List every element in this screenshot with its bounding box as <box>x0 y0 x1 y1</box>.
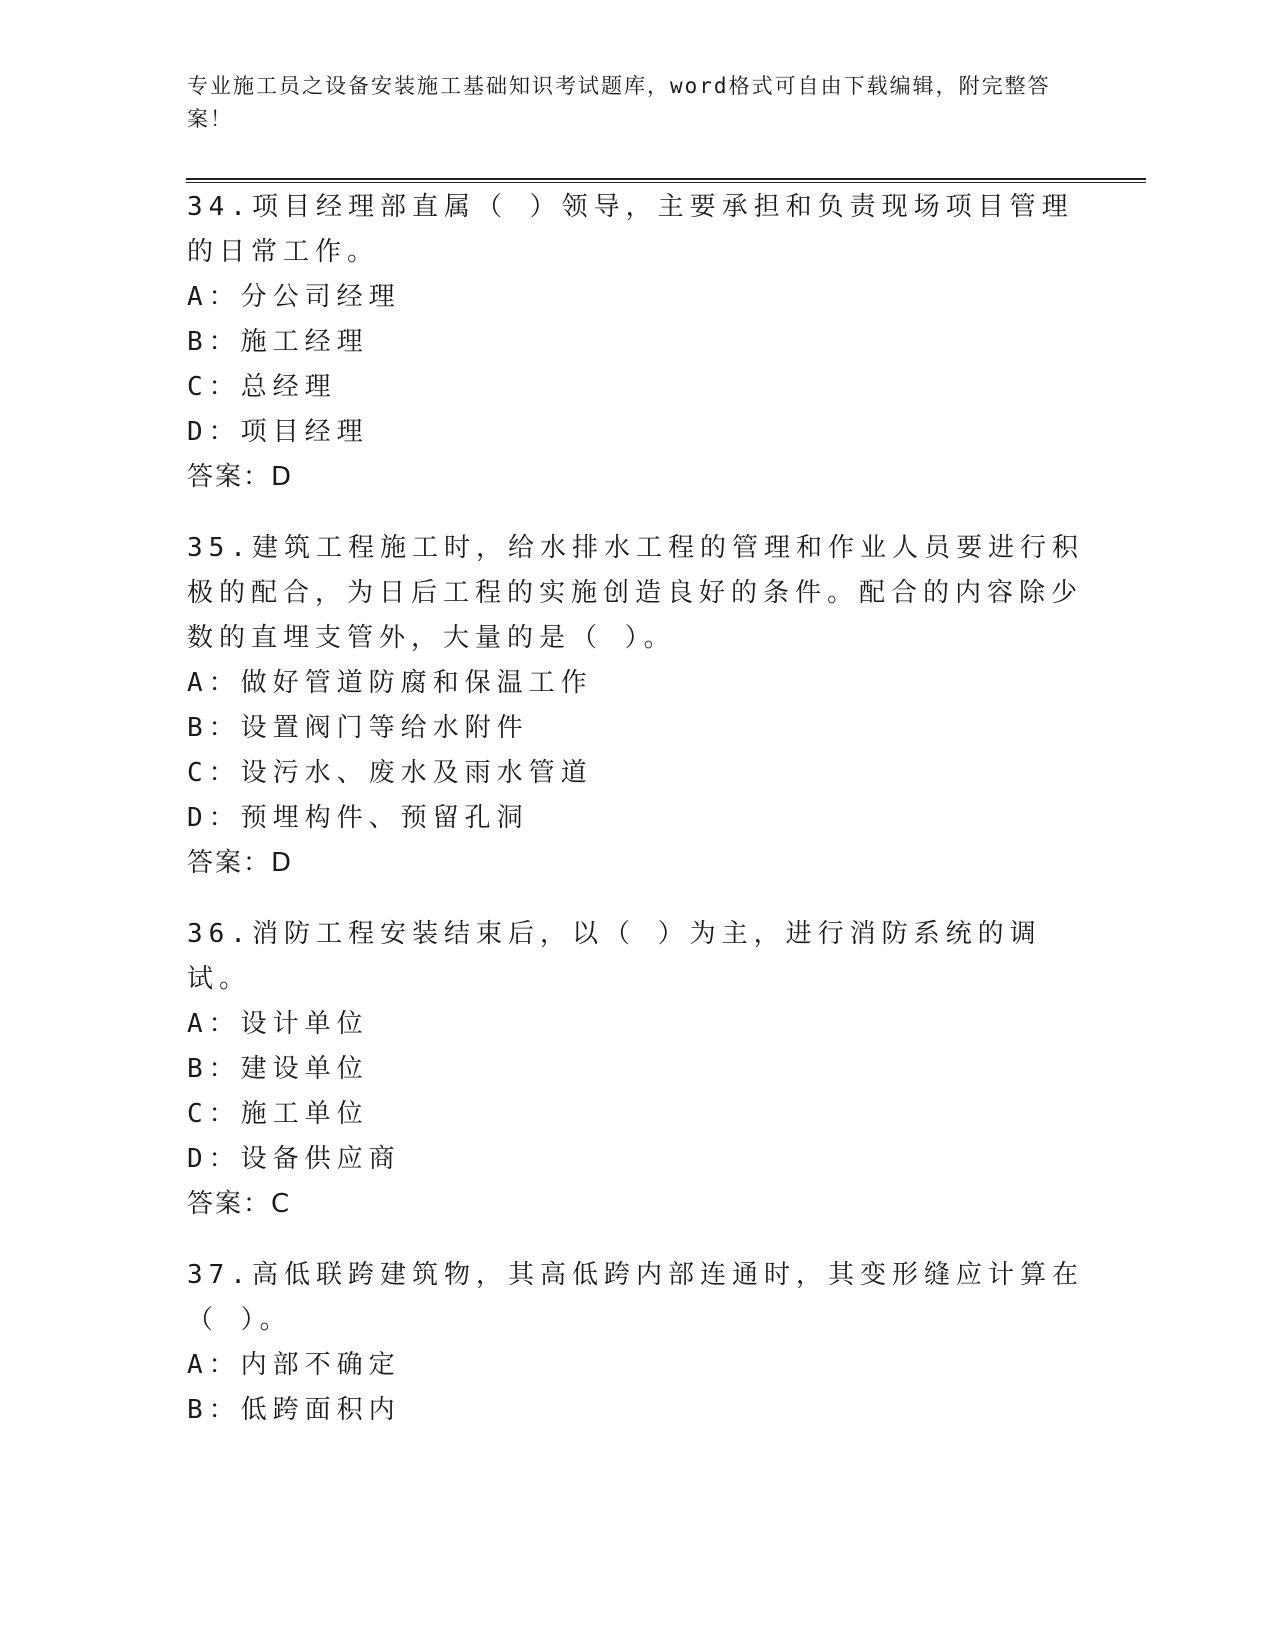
question-text: 35.建筑工程施工时，给水排水工程的管理和作业人员要进行积极的配合，为日后工程的实施创造良好的条件。配合的内容除少数的直埋支管外，大量的是（ ）。 <box>187 533 1084 653</box>
option-d: D：项目经理 <box>187 417 369 447</box>
option-c: C：总经理 <box>187 372 337 402</box>
question-list <box>187 185 1087 1459</box>
option-d: D：设备供应商 <box>187 1144 401 1174</box>
option-a: A：做好管道防腐和保温工作 <box>187 668 593 698</box>
option-b: B：低跨面积内 <box>187 1395 401 1425</box>
question-34 <box>187 185 1087 500</box>
question-35 <box>187 526 1087 886</box>
answer: 答案：D <box>187 462 294 492</box>
option-a: A：内部不确定 <box>187 1350 401 1380</box>
option-c: C：施工单位 <box>187 1099 369 1129</box>
option-c: C：设污水、废水及雨水管道 <box>187 758 593 788</box>
document-header: 专业施工员之设备安装施工基础知识考试题库，word格式可自由下载编辑，附完整答案！ <box>187 74 1051 131</box>
header-divider-thin <box>186 182 1146 183</box>
option-b: B：建设单位 <box>187 1054 369 1084</box>
option-b: B：施工经理 <box>187 327 369 357</box>
option-a: A：分公司经理 <box>187 282 401 312</box>
answer: 答案：D <box>187 848 294 878</box>
option-d: D：预埋构件、预留孔洞 <box>187 803 529 833</box>
question-text: 37.高低联跨建筑物，其高低跨内部连通时，其变形缝应计算在（ ）。 <box>187 1260 1084 1335</box>
question-37 <box>187 1253 1087 1433</box>
question-36 <box>187 912 1087 1227</box>
question-text: 34.项目经理部直属（ ）领导，主要承担和负责现场项目管理的日常工作。 <box>187 192 1074 267</box>
option-b: B：设置阀门等给水附件 <box>187 713 529 743</box>
option-a: A：设计单位 <box>187 1009 369 1039</box>
header-divider-thick <box>186 178 1146 180</box>
answer: 答案：C <box>187 1189 292 1219</box>
question-text: 36.消防工程安装结束后，以（ ）为主，进行消防系统的调试。 <box>187 919 1042 994</box>
